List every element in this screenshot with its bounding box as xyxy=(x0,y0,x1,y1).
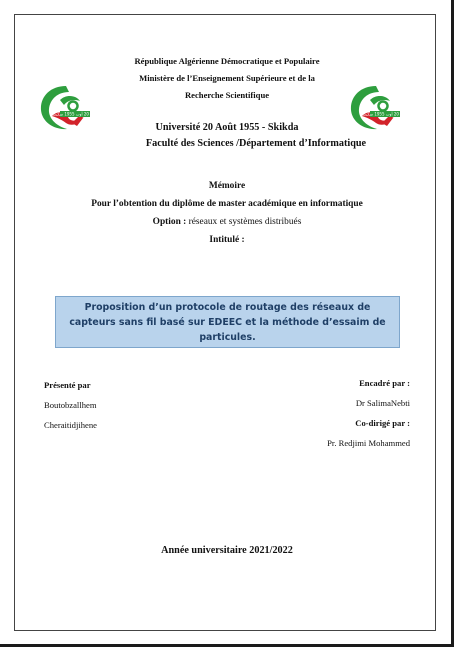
intitule-label: Intitulé : xyxy=(209,235,245,245)
author-1: Boutobzallhem xyxy=(44,400,97,410)
presented-by-block xyxy=(44,375,97,435)
encadre-name: Dr SalimaNebti xyxy=(355,398,410,408)
encadre-label: Encadré par : xyxy=(359,378,410,388)
thesis-title-box xyxy=(55,296,400,348)
header-line-2: Ministère de l’Enseignement Supérieure et de la xyxy=(139,73,315,83)
memoire-purpose: Pour l’obtention du diplôme de master académique en informatique xyxy=(91,199,363,209)
memoire-block xyxy=(0,177,454,249)
memoire-label: Mémoire xyxy=(208,181,246,191)
university-name: Université 20 Août 1955 - Skikda xyxy=(155,122,299,133)
supervision-block xyxy=(327,373,410,453)
option-value: réseaux et systèmes distribués xyxy=(188,217,302,227)
presented-label: Présenté par xyxy=(44,380,91,390)
academic-year: Année universitaire 2021/2022 xyxy=(161,545,293,556)
header-line-1: République Algérienne Démocratique et Populaire xyxy=(134,56,320,66)
logo-right-text: جامعة 20 أوت 1955 سكيكدة xyxy=(359,111,411,117)
faculty-name: Faculté des Sciences /Département d’Informatique xyxy=(145,138,367,149)
codirige-label: Co-dirigé par : xyxy=(355,418,410,428)
header-line-3: Recherche Scientifique xyxy=(184,90,270,100)
author-2: Cheraitidjihene xyxy=(44,420,97,430)
thesis-title: Proposition d’un protocole de routage des réseaux de capteurs sans fil basé sur EDEEC et la méthode d’essaim de particules. xyxy=(69,301,386,343)
university-block xyxy=(0,122,454,149)
logo-left-text: جامعة 20 أوت 1955 سكيكدة xyxy=(49,111,101,117)
option-label: Option : xyxy=(152,217,187,227)
codirige-name: Pr. Redjimi Mohammed xyxy=(327,438,410,448)
option-line xyxy=(0,213,454,231)
